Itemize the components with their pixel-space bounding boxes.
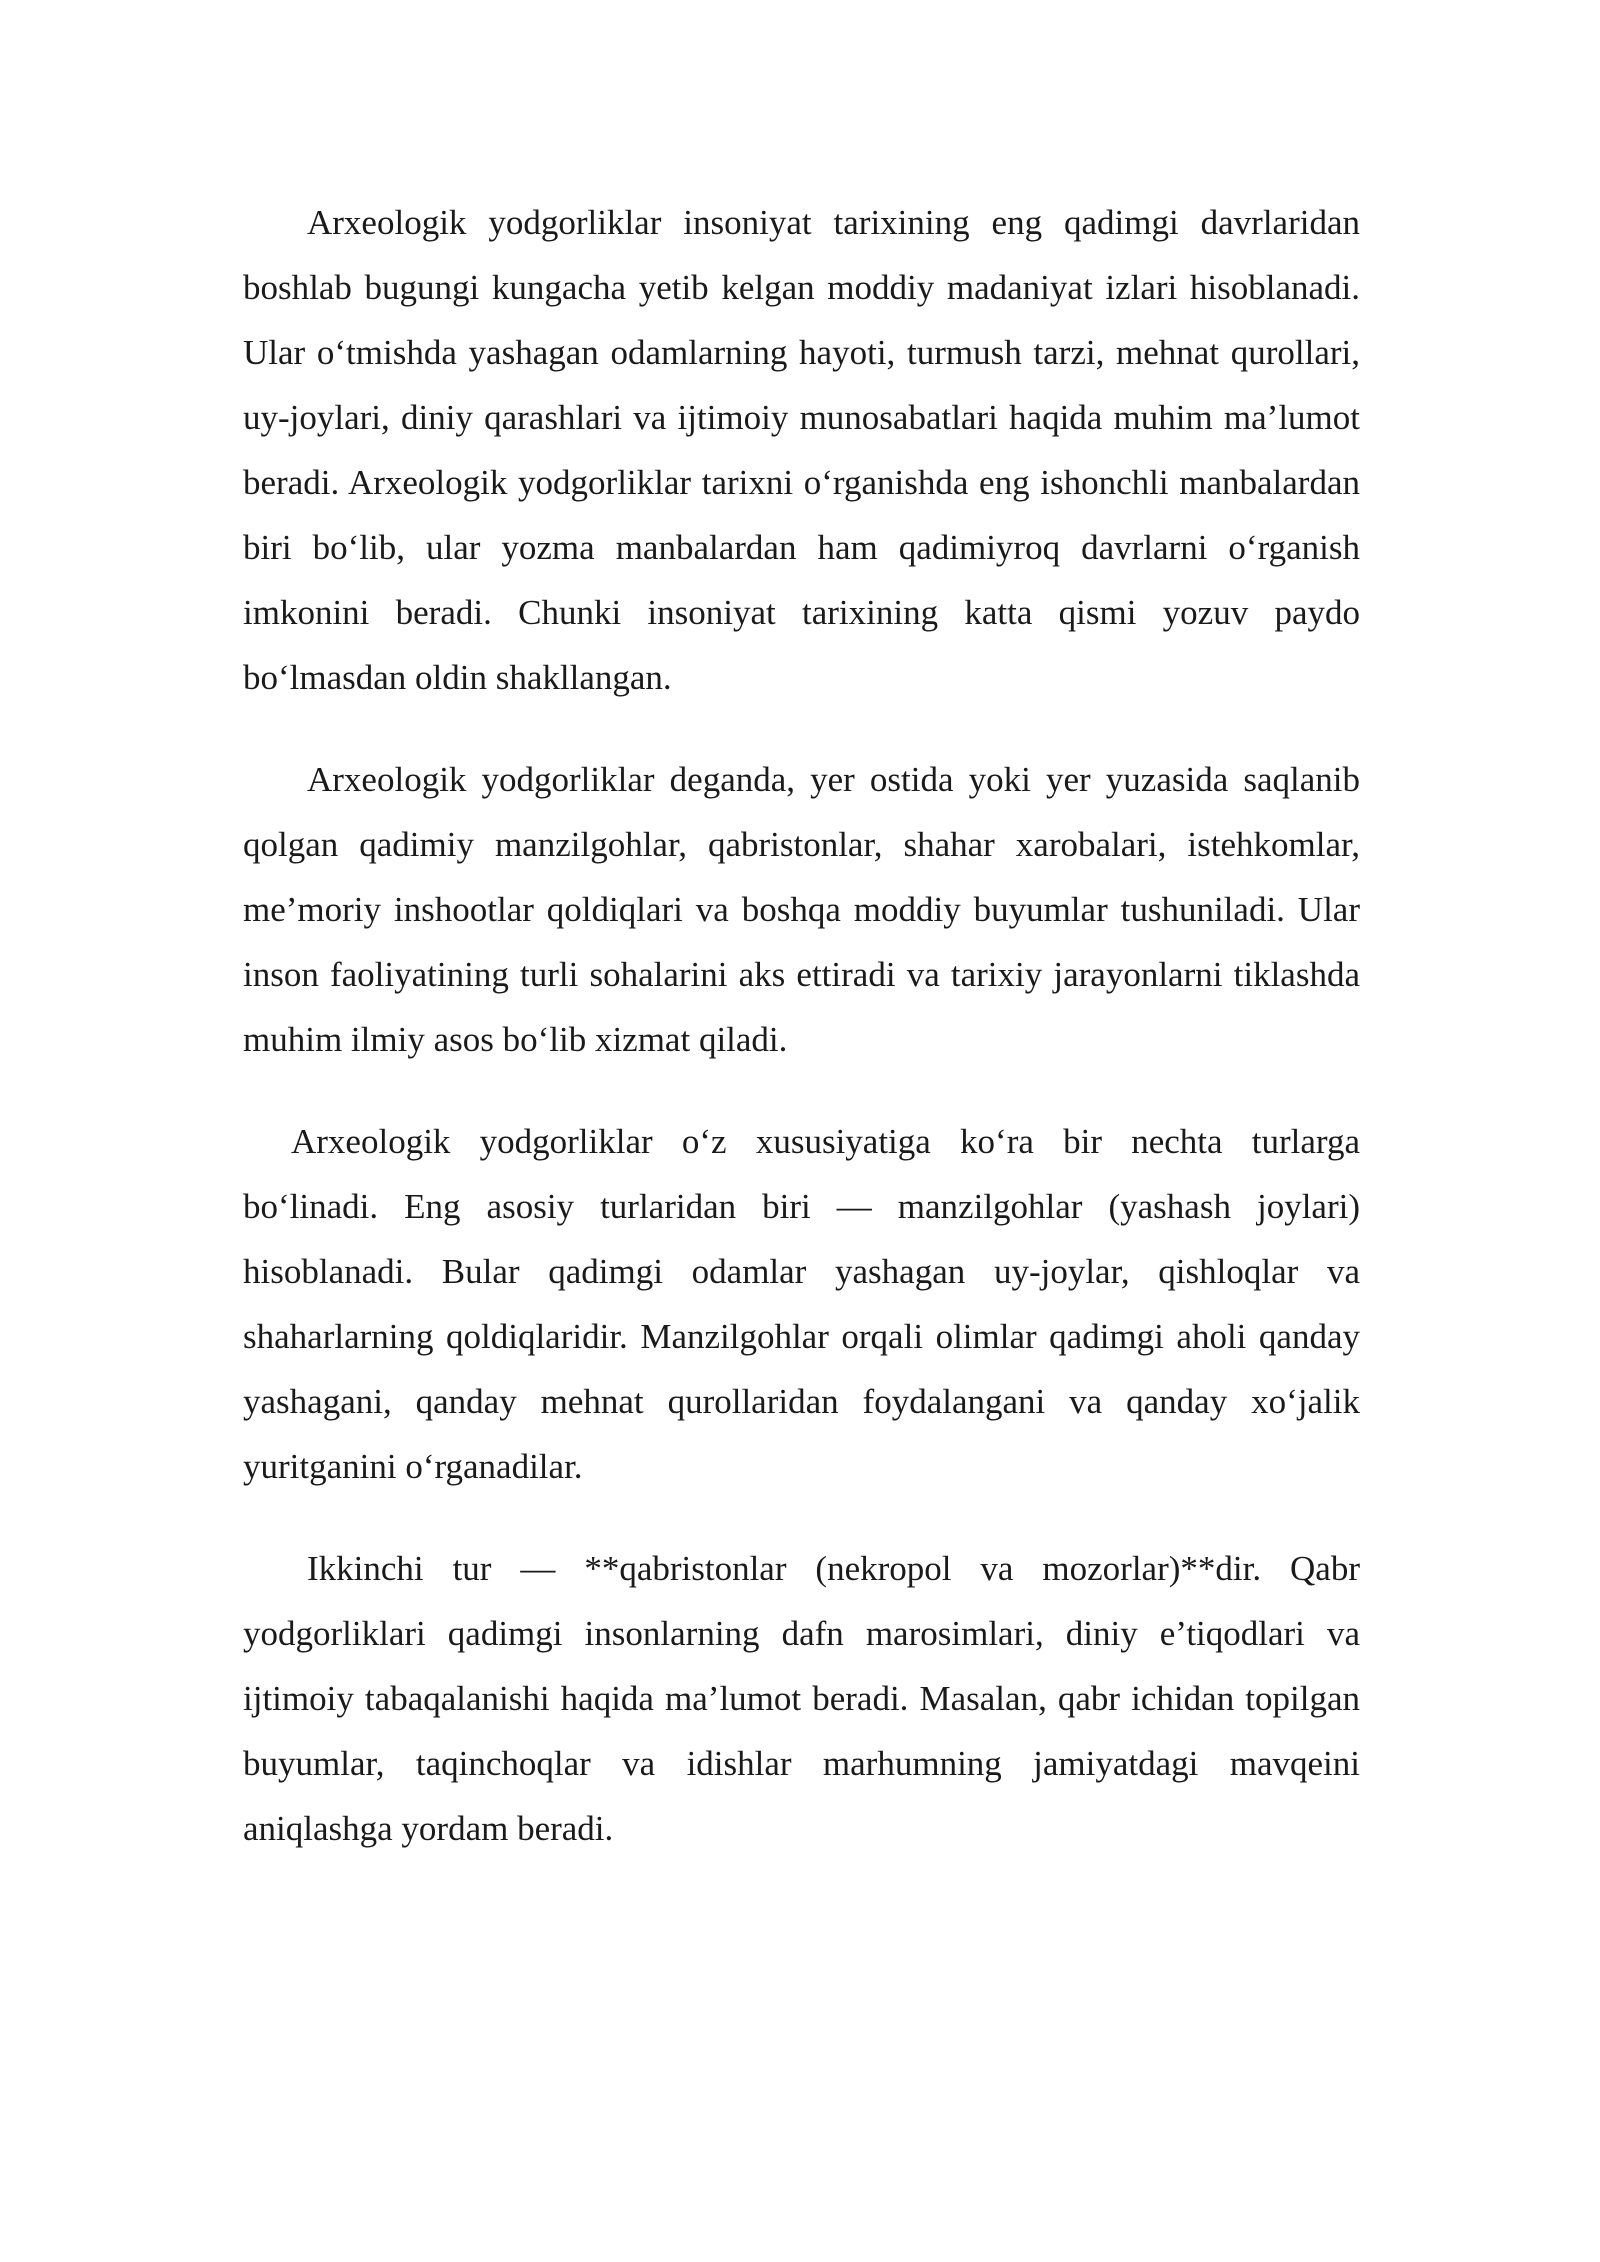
paragraph-2: Arxeologik yodgorliklar deganda, yer ostida yoki yer yuzasida saqlanib qolgan qadimiy manzilgohlar, qabristonlar, shahar xarobalari, istehkomlar, me’moriy inshootlar qoldiqlari va boshqa moddiy buyumlar tushuniladi. Ular inson faoliyatining turli sohalarini aks ettiradi va tarixiy jarayonlarni tiklashda muhim ilmiy asos bo‘lib xizmat qiladi. <box>243 760 1360 1059</box>
document-page <box>243 190 1360 1898</box>
paragraph-4: Ikkinchi tur — **qabristonlar (nekropol va mozorlar)**dir. Qabr yodgorliklari qadimgi insonlarning dafn marosimlari, diniy e’tiqodlari va ijtimoiy tabaqalanishi haqida ma’lumot beradi. Masalan, qabr ichidan topilgan buyumlar, taqinchoqlar va idishlar marhumning jamiyatdagi mavqeini aniqlashga yordam beradi. <box>243 1549 1360 1848</box>
paragraph-3: Arxeologik yodgorliklar o‘z xususiyatiga ko‘ra bir nechta turlarga bo‘linadi. Eng asosiy turlaridan biri — manzilgohlar (yashash joylari) hisoblanadi. Bular qadimgi odamlar yashagan uy-joylar, qishloqlar va shaharlarning qoldiqlaridir. Manzilgohlar orqali olimlar qadimgi aholi qanday yashagani, qanday mehnat qurollaridan foydalangani va qanday xo‘jalik yuritganini o‘rganadilar. <box>243 1122 1360 1486</box>
paragraph-1: Arxeologik yodgorliklar insoniyat tarixining eng qadimgi davrlaridan boshlab bugungi kungacha yetib kelgan moddiy madaniyat izlari hisoblanadi. Ular o‘tmishda yashagan odamlarning hayoti, turmush tarzi, mehnat qurollari, uy-joylari, diniy qarashlari va ijtimoiy munosabatlari haqida muhim ma’lumot beradi. Arxeologik yodgorliklar tarixni o‘rganishda eng ishonchli manbalardan biri bo‘lib, ular yozma manbalardan ham qadimiyroq davrlarni o‘rganish imkonini beradi. Chunki insoniyat tarixining katta qismi yozuv paydo bo‘lmasdan oldin shakllangan. <box>243 203 1360 697</box>
